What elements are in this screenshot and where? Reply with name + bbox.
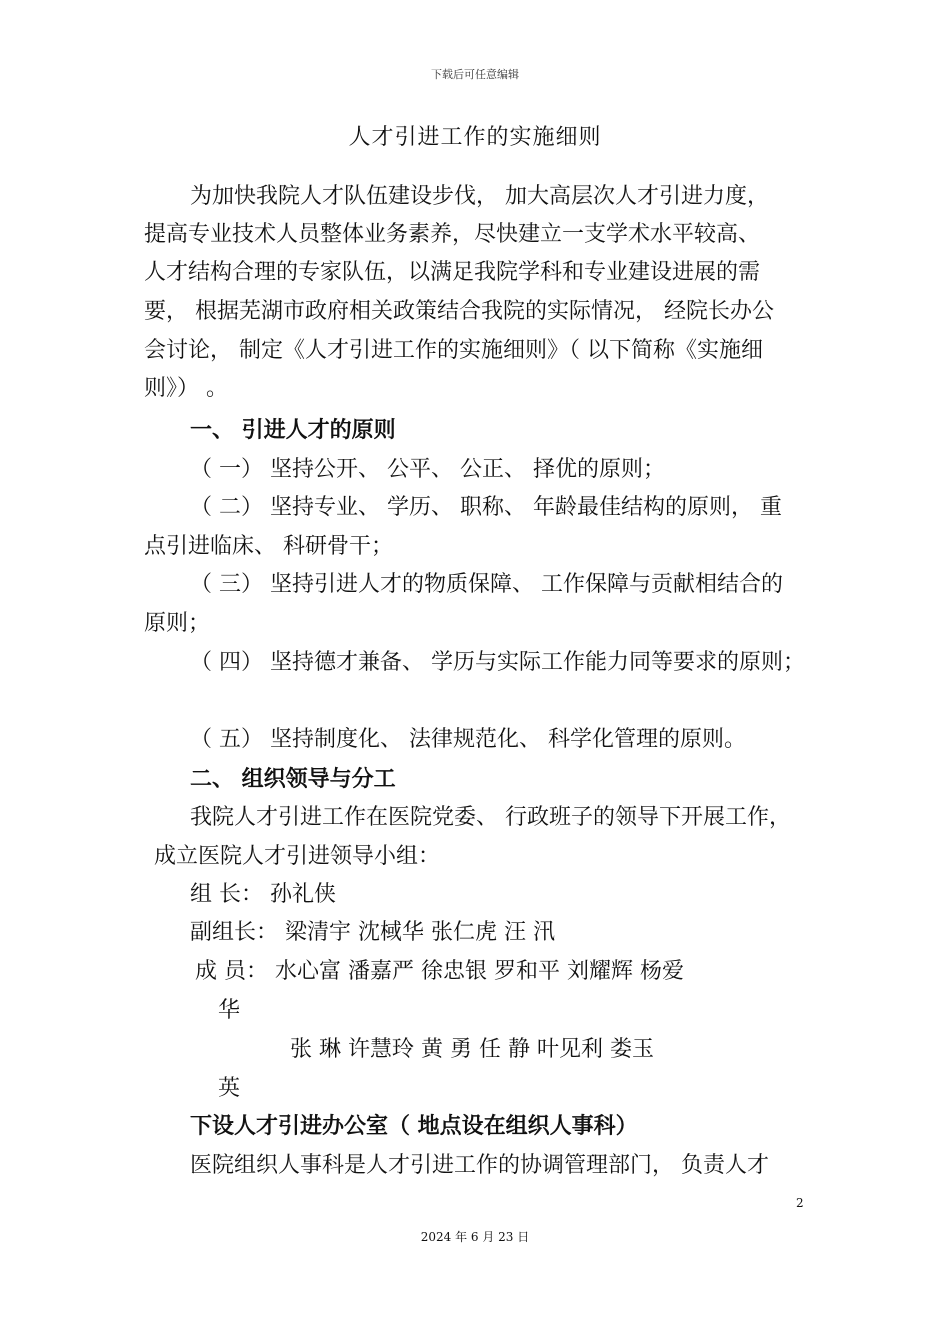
group-members: 成 员： 水心富 潘嘉严 徐忠银 罗和平 刘耀辉 杨爱 — [195, 959, 684, 984]
header-note: 下载后可任意编辑 — [431, 68, 519, 81]
intro-line: 会讨论， 制定《人才引进工作的实施细则》（ 以下简称《实施细 — [144, 338, 763, 363]
intro-line: 提高专业技术人员整体业务素养，尽快建立一支学术水平较高、 — [144, 222, 761, 247]
principle-item: 原则； — [144, 611, 211, 636]
intro-line: 人才结构合理的专家队伍，以满足我院学科和专业建设进展的需 — [144, 260, 761, 285]
intro-line: 为加快我院人才队伍建设步伐， 加大高层次人才引进力度， — [190, 184, 769, 209]
principle-item: （ 一） 坚持公开、 公平、 公正、 择优的原则； — [190, 457, 665, 482]
principle-item: （ 四） 坚持德才兼备、 学历与实际工作能力同等要求的原则； — [190, 650, 805, 675]
office-heading: 下设人才引进办公室（ 地点设在组织人事科） — [190, 1114, 638, 1139]
intro-line: 要， 根据芜湖市政府相关政策结合我院的实际情况， 经院长办公 — [144, 299, 774, 324]
section-text: 我院人才引进工作在医院党委、 行政班子的领导下开展工作， — [190, 805, 791, 830]
principle-item: 点引进临床、 科研骨干； — [144, 534, 393, 559]
group-deputy: 副组长： 梁清宇 沈棫华 张仁虎 汪 汛 — [190, 920, 555, 945]
page-number: 2 — [796, 1196, 804, 1210]
principle-item: （ 二） 坚持专业、 学历、 职称、 年龄最佳结构的原则， 重 — [190, 495, 782, 520]
footer-date: 2024 年 6 月 23 日 — [420, 1230, 530, 1244]
section-heading: 二、 组织领导与分工 — [190, 767, 396, 792]
intro-line: 则》） 。 — [144, 376, 228, 401]
principle-item: （ 三） 坚持引进人才的物质保障、 工作保障与贡献相结合的 — [190, 572, 783, 597]
section-heading: 一、 引进人才的原则 — [190, 418, 396, 443]
group-leader: 组 长： 孙礼侠 — [190, 882, 336, 907]
document-title: 人才引进工作的实施细则 — [348, 125, 602, 150]
group-members: 英 — [218, 1076, 241, 1101]
group-members: 华 — [218, 998, 241, 1023]
office-text: 医院组织人事科是人才引进工作的协调管理部门， 负责人才 — [190, 1153, 769, 1178]
group-members: 张 琳 许慧玲 黄 勇 任 静 叶见利 娄玉 — [290, 1037, 654, 1062]
section-text: 成立医院人才引进领导小组： — [154, 844, 441, 869]
principle-item: （ 五） 坚持制度化、 法律规范化、 科学化管理的原则。 — [190, 727, 746, 752]
